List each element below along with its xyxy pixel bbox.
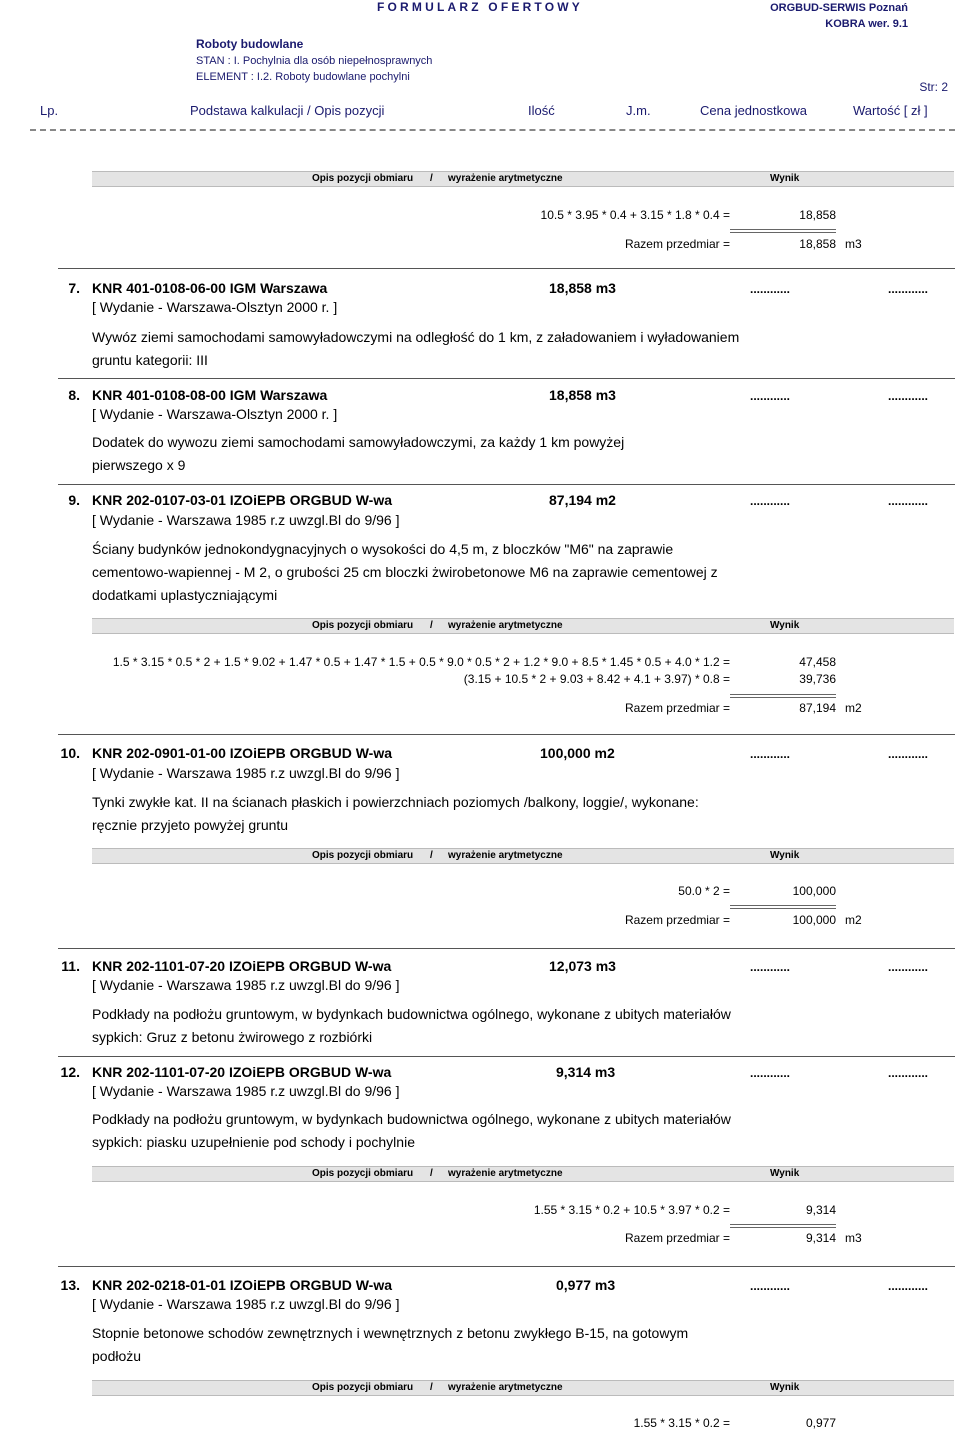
unit-price-dots: ............ (750, 282, 791, 296)
item-description: Wywóz ziemi samochodami samowyładowczymi na odległość do 1 km, z załadowaniem i wyładowaniem gruntu kategorii: III (92, 329, 740, 368)
razem-label: Razem przedmiar = (624, 913, 730, 927)
item-divider (58, 484, 955, 485)
item-quantity: 0,977 m3 (556, 1277, 616, 1293)
item-description: Dodatek do wywozu ziemi samochodami samowyładowczymi, za każdy 1 km powyżej pierwszego x 9 (92, 434, 625, 473)
item-divider (58, 1266, 955, 1267)
total-value: 9,314 (805, 1231, 836, 1245)
item-edition: [ Wydanie - Warszawa 1985 r.z uwzgl.Bl do 9/96 ] (92, 1296, 400, 1312)
stan-line: STAN : I. Pochylnia dla osób niepełnosprawnych (196, 55, 433, 67)
measure-value: 9,314 (805, 1203, 836, 1217)
total-value: 100,000 (792, 913, 836, 927)
total-value: 18,858 (799, 237, 836, 251)
item-description: Stopnie betonowe schodów zewnętrznych i wewnętrznych z betonu zwykłego B-15, na gotowym podłożu (92, 1325, 689, 1364)
total-unit: m2 (845, 701, 862, 715)
value-dots: ............ (888, 282, 929, 296)
value-dots: ............ (888, 747, 929, 761)
item-number: 9. (68, 492, 80, 508)
item-divider (58, 268, 955, 269)
total-value: 87,194 (799, 701, 836, 715)
item-knr: KNR 401-0108-06-00 IGM Warszawa (92, 280, 328, 296)
measure-expression: 1.55 * 3.15 * 0.2 + 10.5 * 3.97 * 0.2 = (533, 1203, 730, 1217)
item-number: 12. (60, 1064, 80, 1080)
col-cena: Cena jednostkowa (700, 103, 807, 118)
col-podstawa: Podstawa kalkulacji / Opis pozycji (190, 103, 385, 118)
section-title: Roboty budowlane (196, 37, 304, 51)
item-knr: KNR 202-1101-07-20 IZOiEPB ORGBUD W-wa (92, 1064, 392, 1080)
total-unit: m3 (845, 237, 862, 251)
header-divider (30, 129, 955, 131)
item-knr: KNR 202-0107-03-01 IZOiEPB ORGBUD W-wa (92, 492, 393, 508)
value-dots: ............ (888, 494, 929, 508)
item-description: Tynki zwykłe kat. II na ścianach płaskich i powierzchniach poziomych /balkony, loggie/, wykonane: ręcznie przyjeto powyżej gruntu (92, 794, 699, 833)
item-divider (58, 948, 955, 949)
item-knr: KNR 202-0901-01-00 IZOiEPB ORGBUD W-wa (92, 745, 393, 761)
col-ilosc: Ilość (528, 103, 555, 118)
item-knr: KNR 401-0108-08-00 IGM Warszawa (92, 387, 328, 403)
item-number: 10. (60, 745, 80, 761)
measure-expression: 50.0 * 2 = (678, 884, 730, 898)
item-divider (58, 1056, 955, 1057)
measure-value: 39,736 (799, 672, 836, 686)
item-quantity: 87,194 m2 (549, 492, 616, 508)
measure-header: Opis pozycji obmiaru / wyrażenie arytmetyczne Wynik (92, 171, 954, 187)
item-divider (58, 378, 955, 379)
page-number: Str: 2 (919, 80, 948, 94)
item-edition: [ Wydanie - Warszawa 1985 r.z uwzgl.Bl do 9/96 ] (92, 977, 400, 993)
item-description: Podkłady na podłożu gruntowym, w bydynkach budownictwa ogólnego, wykonane z ubitych materiałów sypkich: Gruz z betonu żwirowego z rozbiórki (92, 1006, 731, 1045)
measure-expression: 1.5 * 3.15 * 0.5 * 2 + 1.5 * 9.02 + 1.47 * 0.5 + 1.47 * 1.5 + 0.5 * 9.0 * 0.5 * 2 + 1.2 * 9.0 + 8.5 * 1.45 * 0.5 + 4.0 * 1.2 = (112, 655, 730, 669)
item-edition: [ Wydanie - Warszawa 1985 r.z uwzgl.Bl do 9/96 ] (92, 1083, 400, 1099)
col-jm: J.m. (626, 103, 651, 118)
item-number: 11. (61, 958, 80, 974)
item-quantity: 18,858 m3 (549, 387, 616, 403)
value-dots: ............ (888, 960, 929, 974)
item-edition: [ Wydanie - Warszawa-Olsztyn 2000 r. ] (92, 406, 338, 422)
total-unit: m2 (845, 913, 862, 927)
razem-label: Razem przedmiar = (624, 701, 730, 715)
item-edition: [ Wydanie - Warszawa-Olsztyn 2000 r. ] (92, 299, 338, 315)
form-title: FORMULARZ OFERTOWY (376, 0, 584, 14)
item-number: 13. (60, 1277, 80, 1293)
measure-header: Opis pozycji obmiaru / wyrażenie arytmetyczne Wynik (92, 1380, 954, 1396)
total-rule (730, 694, 836, 698)
item-description: Ściany budynków jednokondygnacyjnych o wysokości do 4,5 m, z bloczków "M6" na zaprawie cementowo-wapiennej - M 2, o grubości 25 cm bloczki żwirobetonowe M6 na zaprawie cementowej z dodatkami uplastyczniającymi (92, 541, 718, 603)
col-wartosc: Wartość [ zł ] (853, 103, 928, 118)
measure-expression: 1.55 * 3.15 * 0.2 = (633, 1416, 730, 1430)
item-divider (58, 734, 955, 735)
software-version: KOBRA wer. 9.1 (825, 18, 908, 30)
razem-label: Razem przedmiar = (624, 1231, 730, 1245)
value-dots: ............ (888, 389, 929, 403)
item-knr: KNR 202-1101-07-20 IZOiEPB ORGBUD W-wa (92, 958, 392, 974)
measure-value: 0,977 (805, 1416, 836, 1430)
element-line: ELEMENT : I.2. Roboty budowlane pochylni (196, 71, 410, 83)
razem-label: Razem przedmiar = (624, 237, 730, 251)
measure-header: Opis pozycji obmiaru / wyrażenie arytmetyczne Wynik (92, 1166, 954, 1182)
item-knr: KNR 202-0218-01-01 IZOiEPB ORGBUD W-wa (92, 1277, 393, 1293)
item-number: 8. (68, 387, 80, 403)
measure-header: Opis pozycji obmiaru / wyrażenie arytmetyczne Wynik (92, 618, 954, 634)
item-edition: [ Wydanie - Warszawa 1985 r.z uwzgl.Bl do 9/96 ] (92, 765, 400, 781)
measure-value: 47,458 (799, 655, 836, 669)
item-quantity: 18,858 m3 (549, 280, 616, 296)
item-number: 7. (68, 280, 80, 296)
unit-price-dots: ............ (750, 960, 791, 974)
unit-price-dots: ............ (750, 1279, 791, 1293)
col-lp: Lp. (40, 103, 59, 118)
measure-value: 18,858 (799, 208, 836, 222)
measure-value: 100,000 (792, 884, 836, 898)
company-name: ORGBUD-SERWIS Poznań (770, 2, 908, 14)
measure-expression: (3.15 + 10.5 * 2 + 9.03 + 8.42 + 4.1 + 3.97) * 0.8 = (463, 672, 730, 686)
unit-price-dots: ............ (750, 389, 791, 403)
value-dots: ............ (888, 1066, 929, 1080)
item-description: Podkłady na podłożu gruntowym, w bydynkach budownictwa ogólnego, wykonane z ubitych materiałów sypkich: piasku uzupełnienie pod schody i pochylnie (92, 1111, 731, 1150)
value-dots: ............ (888, 1279, 929, 1293)
unit-price-dots: ............ (750, 747, 791, 761)
total-unit: m3 (845, 1231, 862, 1245)
measure-header: Opis pozycji obmiaru / wyrażenie arytmetyczne Wynik (92, 848, 954, 864)
total-rule (730, 1224, 836, 1228)
item-quantity: 9,314 m3 (556, 1064, 616, 1080)
unit-price-dots: ............ (750, 494, 791, 508)
item-quantity: 100,000 m2 (540, 745, 615, 761)
item-edition: [ Wydanie - Warszawa 1985 r.z uwzgl.Bl do 9/96 ] (92, 512, 400, 528)
item-quantity: 12,073 m3 (549, 958, 616, 974)
total-rule (730, 905, 836, 909)
total-rule (730, 229, 836, 233)
unit-price-dots: ............ (750, 1066, 791, 1080)
measure-expression: 10.5 * 3.95 * 0.4 + 3.15 * 1.8 * 0.4 = (540, 208, 730, 222)
